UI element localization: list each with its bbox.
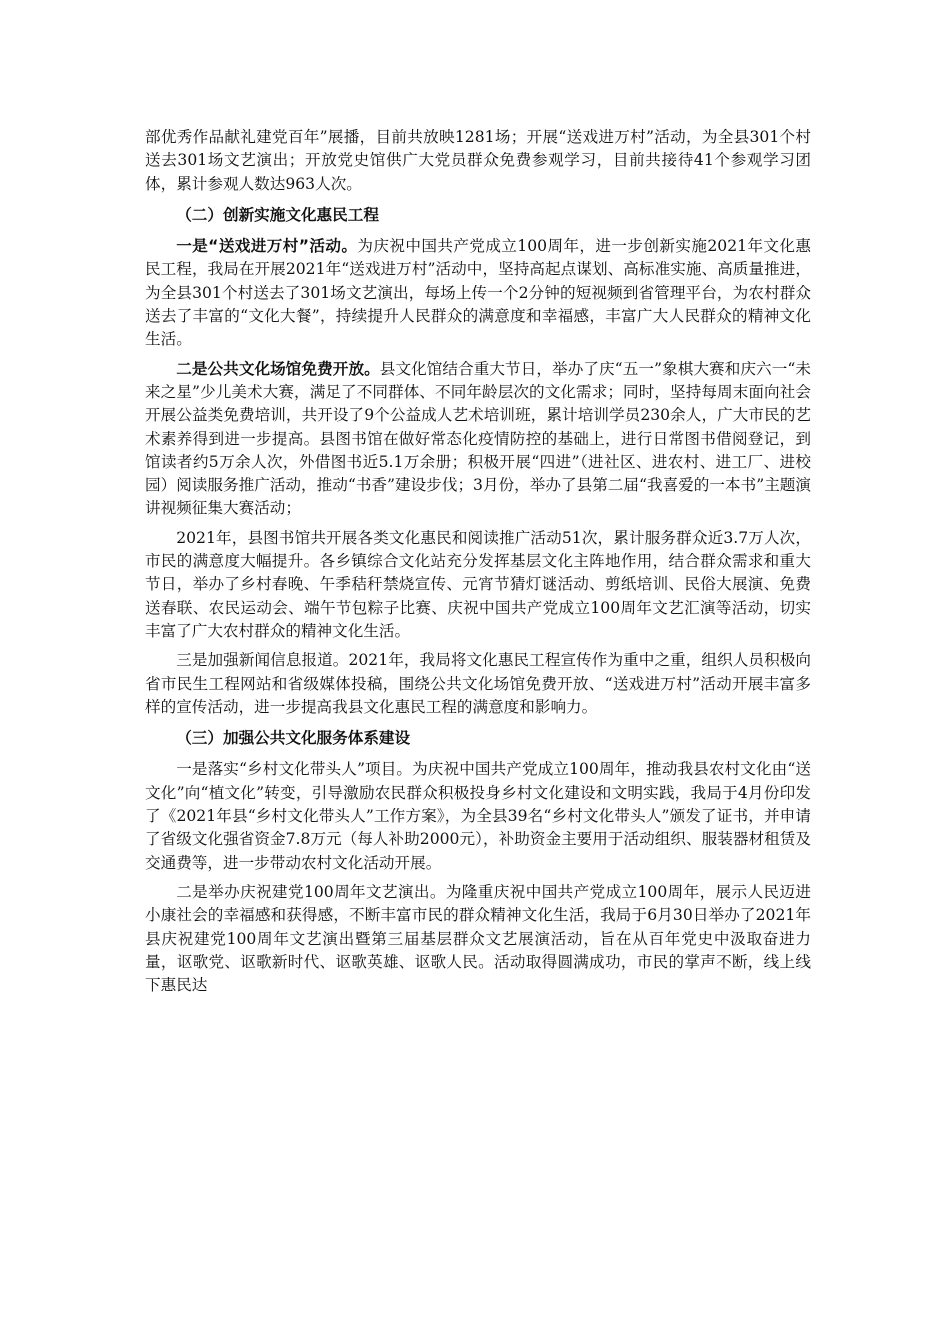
document-page [145, 126, 811, 997]
section-heading-3: （三）加强公共文化服务体系建设 [176, 729, 411, 748]
paragraph-continued: 部优秀作品献礼建党百年”展播，目前共放映1281场；开展“送戏进万村”活动，为全县301个村送去301场文艺演出；开放党史馆供广大党员群众免费参观学习，目前共接待41个参观学习团体，累计参观人数达963人次。 [145, 128, 811, 193]
paragraph-body-free-venues: 县文化馆结合重大节日，举办了庆“五一”象棋大赛和庆六一“未来之星”少儿美术大赛，满足了不同群体、不同年龄层次的文化需求；同时，坚持每周末面向社会开展公益类免费培训，共开设了9个公益成人艺术培训班，累计培训学员230余人，广大市民的艺术素养得到进一步提高。县图书馆在做好常态化疫情防控的基础上，进行日常图书借阅登记，到馆读者约5万余人次，外借图书近5.1万余册；积极开展“四进”（进社区、进农村、进工厂、进校园）阅读服务推广活动，推动“书香”建设步伐；3月份，举办了县第二届“我喜爱的一本书”主题演讲视频征集大赛活动； [145, 359, 811, 518]
section-heading-2: （二）创新实施文化惠民工程 [176, 205, 379, 224]
paragraph-song-xi [145, 235, 811, 351]
paragraph-rural-culture-leaders: 一是落实“乡村文化带头人”项目。为庆祝中国共产党成立100周年，推动我县农村文化由“送文化”向“植文化”转变，引导激励农民群众积极投身乡村文化建设和文明实践，我局于4月份印发了《2021年县“乡村文化带头人”工作方案》，为全县39名“乡村文化带头人”颁发了证书，并申请了省级文化强省资金7.8万元（每人补助2000元），补助资金主要用于活动组织、服装器材租赁及交通费等，进一步带动农村文化活动开展。 [145, 760, 811, 872]
paragraph-body-song-xi: 为庆祝中国共产党成立100周年，进一步创新实施2021年文化惠民工程，我局在开展2021年“送戏进万村”活动中，坚持高起点谋划、高标准实施、高质量推进，为全县301个村送去了301场文艺演出，每场上传一个2分钟的短视频到省管理平台，为农村群众送去了丰富的“文化大餐”，持续提升人民群众的满意度和幸福感，丰富广大人民群众的精神文化生活。 [145, 237, 812, 349]
paragraph-lead-song-xi: 一是“送戏进万村”活动。 [176, 237, 358, 256]
paragraph-library-2021: 2021年，县图书馆共开展各类文化惠民和阅读推广活动51次，累计服务群众近3.7万人次，市民的满意度大幅提升。各乡镇综合文化站充分发挥基层文化主阵地作用，结合群众需求和重大节日，举办了乡村春晚、午季秸秆禁烧宣传、元宵节猜灯谜活动、剪纸培训、民俗大展演、免费送春联、农民运动会、端午节包粽子比赛、庆祝中国共产党成立100周年文艺汇演等活动，切实丰富了广大农村群众的精神文化生活。 [145, 528, 811, 640]
paragraph-centenary-performance: 二是举办庆祝建党100周年文艺演出。为隆重庆祝中国共产党成立100周年，展示人民迈进小康社会的幸福感和获得感，不断丰富市民的群众精神文化生活，我局于6月30日举办了2021年县庆祝建党100周年文艺演出暨第三届基层群众文艺展演活动，旨在从百年党史中汲取奋进力量，讴歌党、讴歌新时代、讴歌英雄、讴歌人民。活动取得圆满成功，市民的掌声不断，线上线下惠民达 [145, 882, 811, 995]
paragraph-free-venues [145, 358, 811, 521]
paragraph-lead-free-venues: 二是公共文化场馆免费开放。 [176, 359, 380, 378]
paragraph-news-reporting: 三是加强新闻信息报道。2021年，我局将文化惠民工程宣传作为重中之重，组织人员积极向省市民生工程网站和省级媒体投稿，围绕公共文化场馆免费开放、“送戏进万村”活动开展丰富多样的宣传活动，进一步提高我县文化惠民工程的满意度和影响力。 [145, 651, 811, 716]
